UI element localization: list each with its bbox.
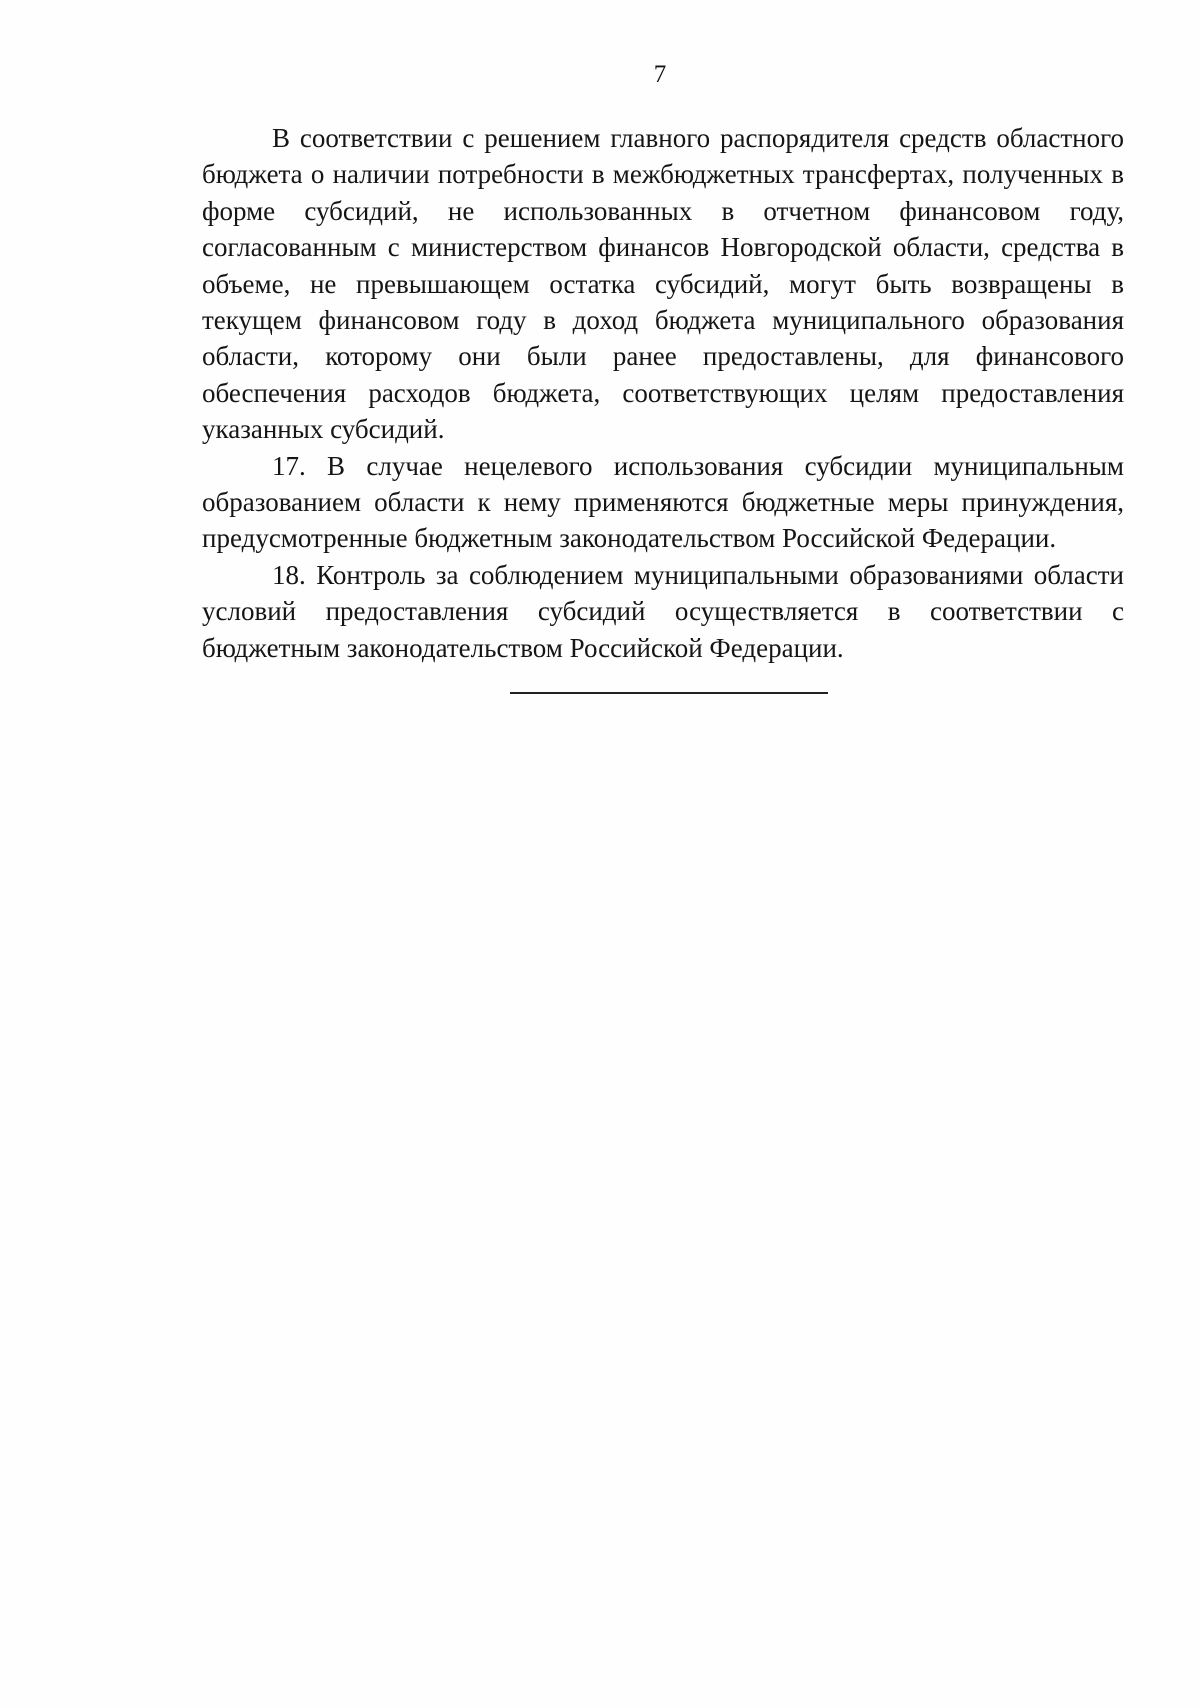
paragraph-18-control: 18. Контроль за соблюдением муниципальными образованиями области условий предоставления субсидий осуществляется в соответствии с бюджетным законодательством Российской Федерации. bbox=[202, 559, 1124, 663]
paragraph-17-misuse: 17. В случае нецелевого использования субсидии муниципальным образованием области к нему применяются бюджетные меры принуждения, предусмотренные бюджетным законодательством Российской Федерации. bbox=[202, 450, 1124, 554]
document-body bbox=[202, 120, 1124, 666]
paragraph-subsidy-return: В соответствии с решением главного распорядителя средств областного бюджета о наличии потребности в межбюджетных трансфертах, полученных в форме субсидий, не использованных в отчетном финансовом году, согласованным с министерством финансов Новгородской области, средства в объеме, не превышающем остатка субсидий, могут быть возвращены в текущем финансовом году в доход бюджета муниципального образования области, которому они были ранее предоставлены, для финансового обеспечения расходов бюджета, соответствующих целям предоставления указанных субсидий. bbox=[202, 123, 1124, 445]
page-number: 7 bbox=[653, 61, 667, 88]
end-rule bbox=[510, 692, 828, 694]
